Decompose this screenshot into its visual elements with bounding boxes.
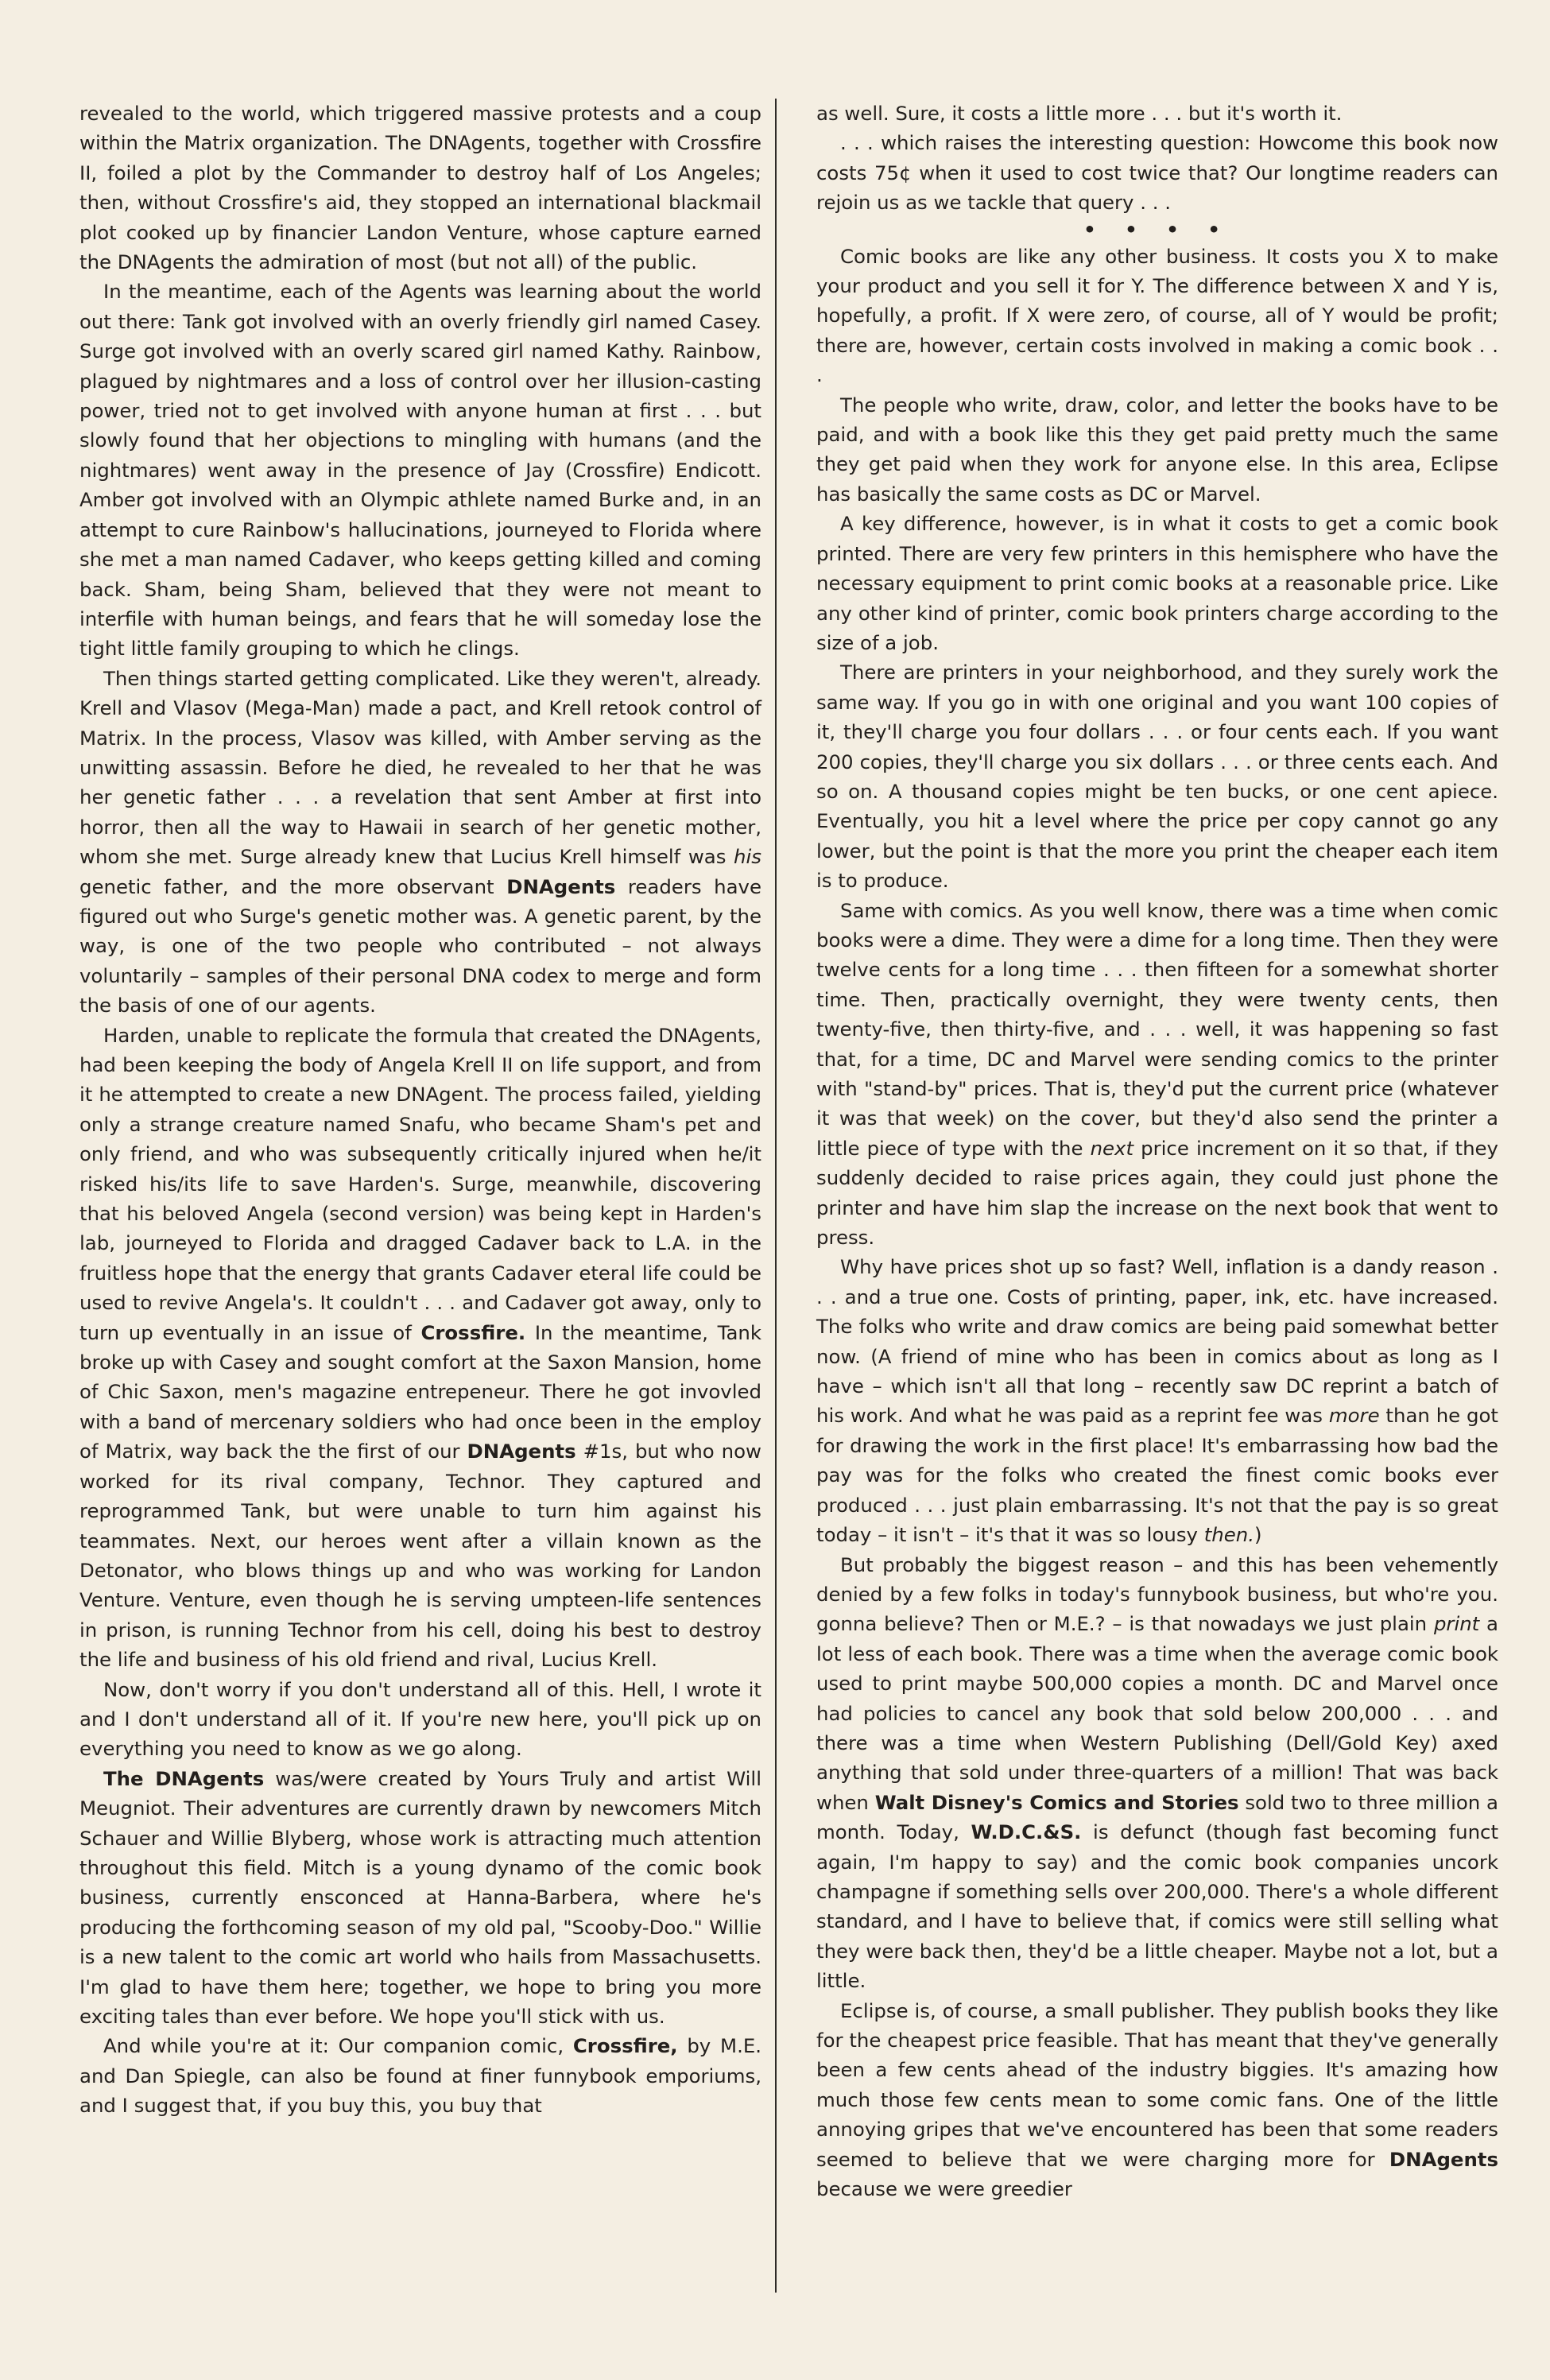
column-divider bbox=[775, 99, 777, 2293]
paragraph: Harden, unable to replicate the formula that created the DNAgents, had been keeping the body of Angela Krell II on life support, and from it he attempted to create a new DNAgent. The process failed, yielding only a strange creature named Snafu, who became Sham's pet and only friend, and who was subsequently critically injured when he/it risked his/its life to save Harden's. Surge, meanwhile, discovering that his beloved Angela (second version) was being kept in Harden's lab, journeyed to Florida and dragged Cadaver back to L.A. in the fruitless hope that the energy that grants Cadaver eteral life could be used to revive Angela's. It couldn't . . . and Cadaver got away, only to turn up eventually in an issue of Crossfire. In the meantime, Tank broke up with Casey and sought comfort at the Saxon Mansion, home of Chic Saxon, men's magazine entrepeneur. There he got invovled with a band of mercenary soldiers who had once been in the employ of Matrix, way back the the first of our DNAgents #1s, but who now worked for its rival company, Technor. They captured and reprogrammed Tank, but were unable to turn him against his teammates. Next, our heroes went after a villain known as the Detonator, who blows things up and who was working for Landon Venture. Venture, even though he is serving umpteen-life sentences in prison, is running Technor from his cell, doing his best to destroy the life and business of his old friend and rival, Lucius Krell. bbox=[79, 1023, 761, 1672]
paragraph: The DNAgents was/were created by Yours Truly and artist Will Meugniot. Their adventures are currently drawn by newcomers Mitch Schauer and Willie Blyberg, whose work is attracting much attention throughout this field. Mitch is a young dynamo of the comic book business, currently ensconced at Hanna-Barbera, where he's producing the forthcoming season of my old pal, "Scooby-Doo." Willie is a new talent to the comic art world who hails from Massachusetts. I'm glad to have them here; together, we hope to bring you more exciting tales than ever before. We hope you'll stick with us. bbox=[79, 1766, 761, 2028]
section-separator: • • • • bbox=[1083, 217, 1231, 241]
paragraph: There are printers in your neighborhood, and they surely work the same way. If you go in with one original and you want 100 copies of it, they'll charge you four dollars . . . or four cents each. If you want 200 copies, they'll charge you six dollars . . . or three cents each. And so on. A thousand copies might be ten bucks, or one cent apiece. Eventually, you hit a level where the price per copy cannot go any lower, but the point is that the more you print the cheaper each item is to produce. bbox=[816, 661, 1498, 893]
right-text-column bbox=[816, 99, 1498, 2204]
paragraph: Same with comics. As you well know, there was a time when comic books were a dime. They were a dime for a long time. Then they were twelve cents for a long time . . . then fifteen for a somewhat shorter time. Then, practically overnight, they were twenty cents, then twenty-five, then thirty-five, and . . . well, it was happening so fast that, for a time, DC and Marvel were sending comics to the printer with "stand-by" prices. That is, they'd put the current price (whatever it was that week) on the cover, but they'd also send the printer a little piece of type with the next price increment on it so that, if they suddenly decided to raise prices again, they could just phone the printer and have him slap the increase on the next book that went to press. bbox=[816, 898, 1498, 1250]
paragraph: Comic books are like any other business. It costs you X to make your product and you sell it for Y. The difference between X and Y is, hopefully, a profit. If X were zero, of course, all of Y would be profit; there are, however, certain costs involved in making a comic book . . . bbox=[816, 244, 1498, 387]
paragraph: . . . which raises the interesting question: Howcome this book now costs 75¢ when it used to cost twice that? Our longtime readers can rejoin us as we tackle that query . . . bbox=[816, 131, 1498, 215]
paragraph: But probably the biggest reason – and this has been vehemently denied by a few folks in today's funnybook business, but who're you. gonna believe? Then or M.E.? – is that nowadays we just plain print a lot less of each book. There was a time when the average comic book used to print maybe 500,000 copies a month. DC and Marvel once had policies to cancel any book that sold below 200,000 . . . and there was a time when Western Publishing (Dell/Gold Key) axed anything that sold under three-quarters of a million! That was back when Walt Disney's Comics and Stories sold two to three million a month. Today, W.D.C.&S. is defunct (though fast becoming funct again, I'm happy to say) and the comic book companies uncork champagne if something sells over 200,000. There's a whole different standard, and I have to believe that, if comics were still selling what they were back then, they'd be a little cheaper. Maybe not a lot, but a little. bbox=[816, 1552, 1499, 1993]
paragraph: The people who write, draw, color, and letter the books have to be paid, and with a book like this they get paid pretty much the same they get paid when they work for anyone else. In this area, Eclipse has basically the same costs as DC or Marvel. bbox=[816, 393, 1498, 506]
paragraph: revealed to the world, which triggered massive protests and a coup within the Matrix organization. The DNAgents, together with Crossfire II, foiled a plot by the Commander to destroy half of Los Angeles; then, without Crossfire's aid, they stopped an international blackmail plot cooked up by financier Landon Venture, whose capture earned the DNAgents the admiration of most (but not all) of the public. bbox=[79, 102, 761, 274]
paragraph: Eclipse is, of course, a small publisher. They publish books they like for the cheapest price feasible. That has meant that they've generally been a few cents ahead of the industry biggies. It's amazing how much those few cents mean to some comic fans. One of the little annoying gripes that we've encountered has been that some readers seemed to believe that we were charging more for DNAgents because we were greedier bbox=[816, 1998, 1498, 2201]
paragraph: Now, don't worry if you don't understand all of this. Hell, I wrote it and I don't understand all of it. If you're new here, you'll pick up on everything you need to know as we go along. bbox=[79, 1677, 761, 1761]
paragraph: In the meantime, each of the Agents was learning about the world out there: Tank got involved with an overly friendly girl named Casey. Surge got involved with an overly scared girl named Kathy. Rainbow, plagued by nightmares and a loss of control over her illusion-casting power, tried not to get involved with anyone human at first . . . but slowly found that her objections to mingling with humans (and the nightmares) went away in the presence of Jay (Crossfire) Endicott. Amber got involved with an Olympic athlete named Burke and, in an attempt to cure Rainbow's hallucinations, journeyed to Florida where she met a man named Cadaver, who keeps getting killed and coming back. Sham, being Sham, believed that they were not meant to interfile with human beings, and fears that he will someday lose the tight little family grouping to which he clings. bbox=[79, 280, 761, 661]
paragraph: A key difference, however, is in what it costs to get a comic book printed. There are very few printers in this hemisphere who have the necessary equipment to print comic books at a reasonable price. Like any other kind of printer, comic book printers charge according to the size of a job. bbox=[816, 512, 1498, 654]
paragraph: Then things started getting complicated. Like they weren't, already. Krell and Vlasov (Mega-Man) made a pact, and Krell retook control of Matrix. In the process, Vlasov was killed, with Amber serving as the unwitting assassin. Before he died, he revealed to her that he was her genetic father . . . a revelation that sent Amber at first into horror, then all the way to Hawaii in search of her genetic mother, whom she met. Surge already knew that Lucius Krell himself was his genetic father, and the more observant DNAgents readers have figured out who Surge's genetic mother was. A genetic parent, by the way, is one of the two people who contributed – not always voluntarily – samples of their personal DNA codex to merge and form the basis of one of our agents. bbox=[79, 666, 761, 1018]
paragraph: Why have prices shot up so fast? Well, inflation is a dandy reason . . . and a true one. Costs of printing, paper, ink, etc. have increased. The folks who write and draw comics are being paid somewhat better now. (A friend of mine who has been in comics about as long as I have – which isn't all that long – recently saw DC reprint a batch of his work. And what he was paid as a reprint fee was more than he got for drawing the work in the first place! It's embarrassing how bad the pay was for the folks who created the finest comic books ever produced . . . just plain embarrassing. It's not that the pay is so great today – it isn't – it's that it was so lousy then.) bbox=[816, 1255, 1498, 1547]
paragraph: And while you're at it: Our companion comic, Crossfire, by M.E. and Dan Spiegle, can also be found at finer funnybook emporiums, and I suggest that, if you buy this, you buy that bbox=[79, 2034, 761, 2118]
paragraph: as well. Sure, it costs a little more . . . but it's worth it. bbox=[816, 102, 1343, 125]
left-text-column bbox=[79, 99, 761, 2121]
